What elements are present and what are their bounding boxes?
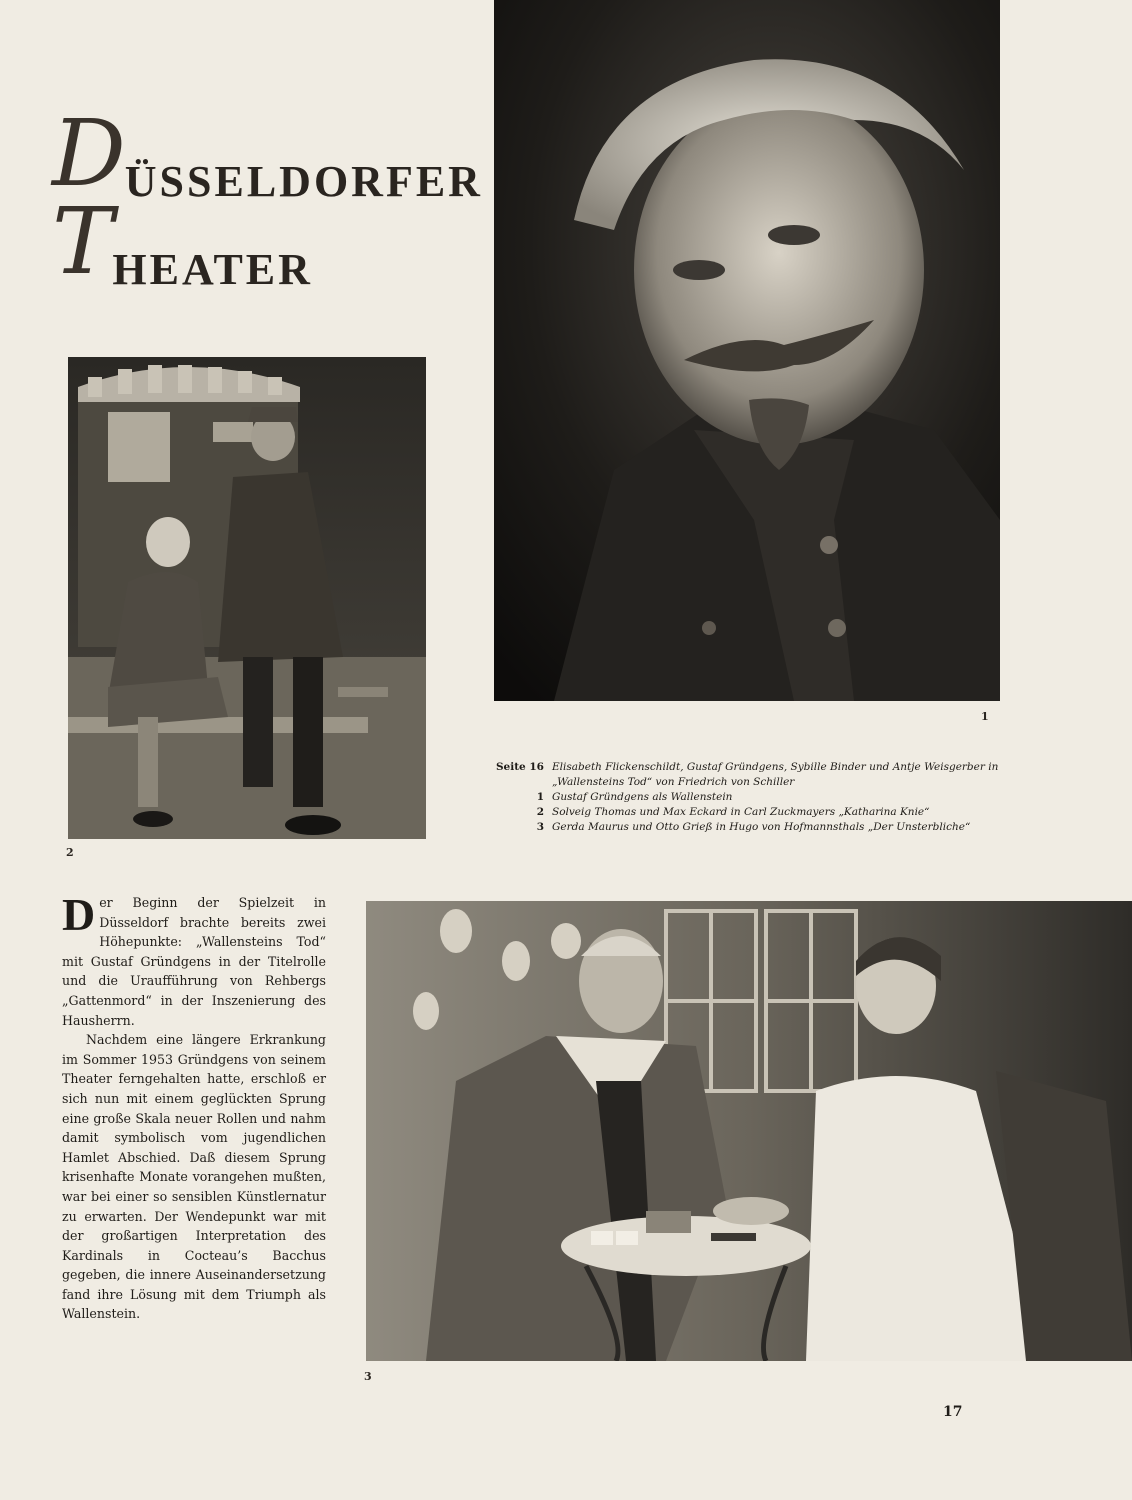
stage-scene-image: [68, 357, 426, 839]
page-number: 17: [943, 1404, 963, 1420]
photo-number-1: 1: [981, 710, 989, 723]
article-paragraph-2: Nachdem eine längere Erkrankung im Sommer 1953 Gründgens von seinem Theater ferngehalten hatte, erschloß er sich nun mit einem geglückten Sprung eine große Skala neuer Rollen und nahm damit symbolisch vom jugendlichen Hamlet Abschied. Daß diesem Sprung krisenhafte Monate vorangehen mußten, war bei einer so sensiblen Künstlernatur zu erwarten. Der Wendepunkt war mit der großartigen Interpretation des Kardinals in Cocteau’s Bacchus gegeben, die innere Auseinandersetzung fand ihre Lösung mit dem Triumph als Wallenstein.: [62, 1032, 326, 1322]
paragraph-1-text: er Beginn der Spielzeit in Düsseldorf brachte bereits zwei Höhepunkte: „Wallensteins Tod“ mit Gustaf Gründgens in der Titelrolle und die Uraufführung von Rehbergs „Gattenmord“ in der Inszenierung des Hausherrn.: [62, 895, 326, 1028]
caption-key: Seite 16: [495, 761, 544, 773]
caption-text: Elisabeth Flickenschildt, Gustaf Gründgens, Sybille Binder und Antje Weisgerber in „Wallensteins Tod“ von Friedrich von Schiller: [552, 761, 999, 788]
caption-key: 3: [536, 821, 544, 833]
caption-text: Gerda Maurus und Otto Grieß in Hugo von Hofmannsthals „Der Unsterbliche“: [552, 821, 971, 833]
title-initial-d: D: [52, 100, 129, 207]
page-title-line-2: [52, 188, 313, 295]
portrait-photo-image: [494, 0, 1000, 701]
drop-cap: D: [62, 889, 96, 940]
caption-block: [494, 760, 1014, 835]
photo-katharina-knie-scene: [68, 357, 426, 839]
photo-wallenstein-portrait: [494, 0, 1000, 701]
caption-text: Gustaf Gründgens als Wallenstein: [552, 791, 733, 803]
title-rest-2: HEATER: [112, 245, 313, 294]
caption-row: [494, 790, 1014, 805]
caption-key: 2: [536, 806, 544, 818]
caption-key: 1: [536, 791, 544, 803]
title-rest-1: ÜSSELDORFER: [124, 157, 483, 206]
caption-text: Solveig Thomas und Max Eckard in Carl Zuckmayers „Katharina Knie“: [552, 806, 930, 818]
photo-number-3: 3: [364, 1370, 372, 1383]
article-text: [62, 889, 326, 1324]
photo-number-2: 2: [66, 846, 74, 859]
caption-row: [494, 760, 1014, 790]
photo-der-unsterbliche-scene: [366, 901, 1132, 1361]
title-initial-t: T: [52, 188, 117, 295]
table-scene-image: [366, 901, 1132, 1361]
article-paragraph-1: [62, 889, 326, 1030]
caption-row: [494, 805, 1014, 820]
caption-row: [494, 820, 1014, 835]
